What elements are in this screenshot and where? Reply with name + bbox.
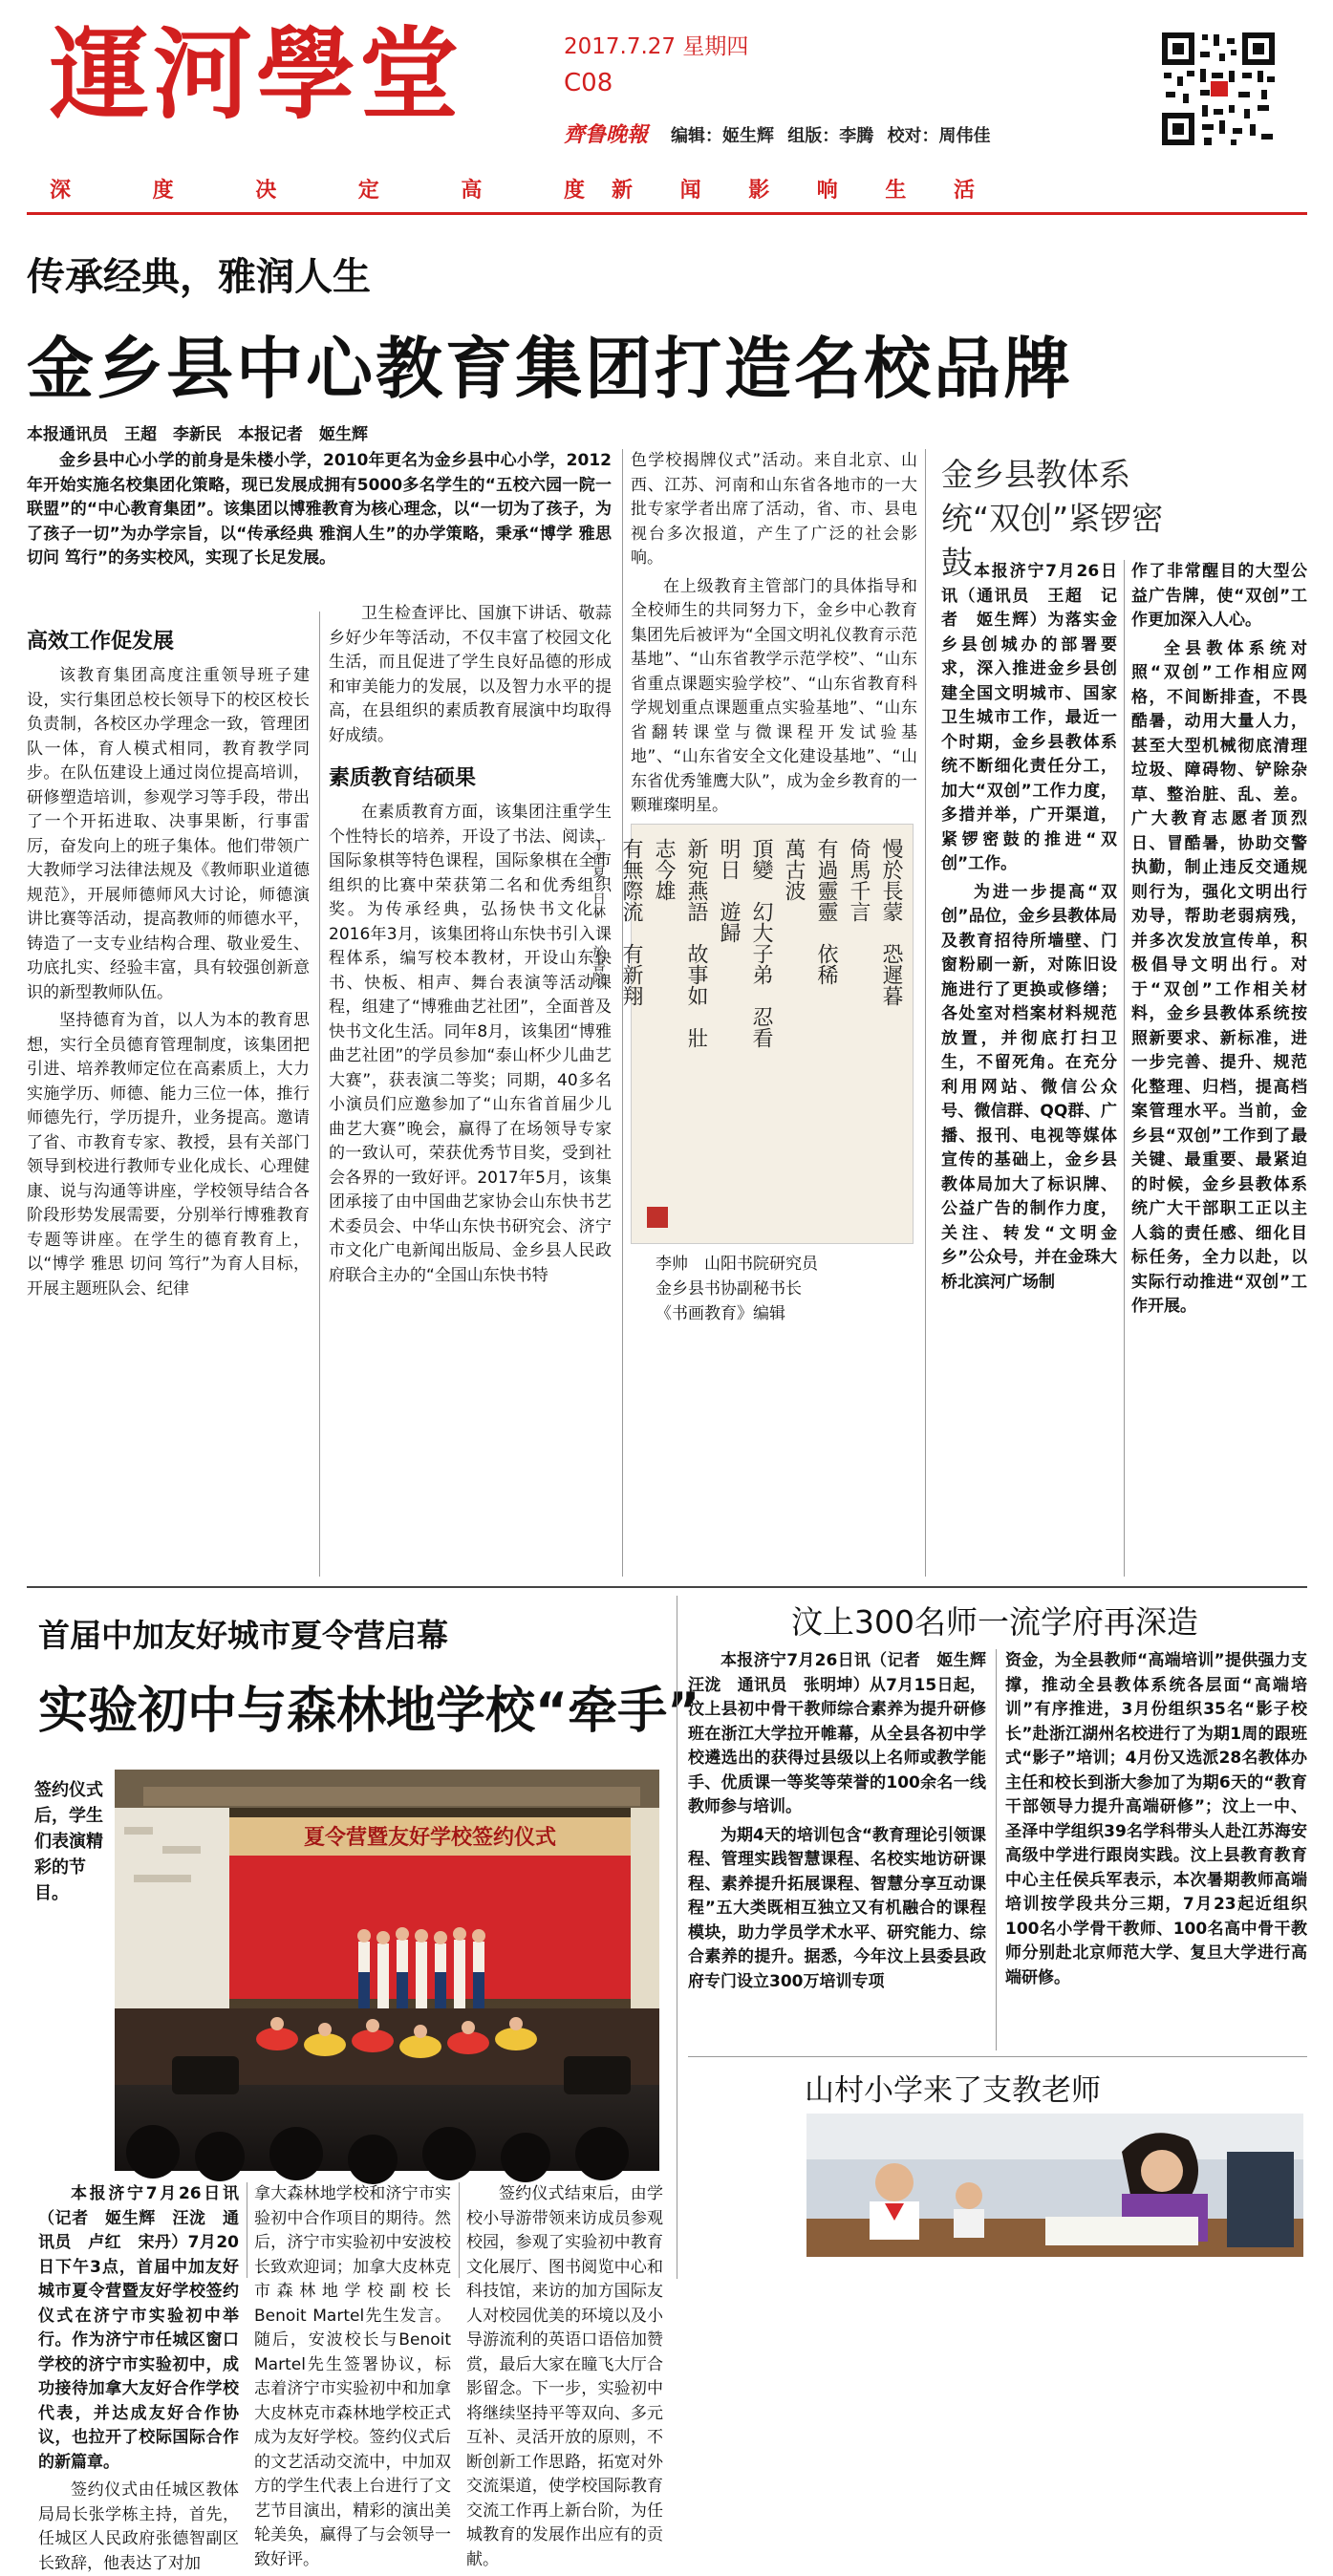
- signing-ceremony-photo: [115, 1770, 659, 2171]
- slogan-right: 新 闻 影 响 生 活: [612, 179, 975, 203]
- story1-column-1: [27, 612, 310, 1577]
- story3-col2-p1: 拿大森林地学校和济宁市实验初中合作项目的期待。然后，济宁市实验初中安波校长致欢迎词；加拿大皮林克市森林地学校副校长Benoit Martel先生发言。随后，安波校长与Benoit Martel先生签署协议，标志着济宁市实验初中和加拿大皮林克市森林地学校正式成为友好学校。签约仪式后的文艺活动交流中，中加双方的学生代表上台进行了文艺节目演出，精彩的演出美轮美奂，赢得了与会领导一致好评。: [254, 2184, 451, 2569]
- page-number: C08: [564, 69, 613, 97]
- story3-divider-2: [459, 2182, 460, 2278]
- seal-stamp: [647, 1207, 668, 1228]
- story2-col1-p1: 本报济宁7月26日讯（通讯员 王超 记者 姬生辉）为落实金乡县创城办的部署要求，深入推进金乡县创建全国文明城市、国家卫生城市工作，最近一个时期，金乡县教体系统不断细化责任分工，加大“双创”工作力度，多措并举，广开渠道，紧锣密鼓的推进“双创”工作。: [941, 562, 1117, 873]
- proof-credit: 校对：周伟佳: [887, 126, 991, 146]
- story4-headline: 汶上300名师一流学府再深造: [791, 1603, 1198, 1641]
- story1-right-rule: [925, 449, 926, 1577]
- weekday: 星期四: [682, 34, 749, 59]
- calligraphy-caption: 李帅 山阳书院研究员 金乡县书协副秘书长 《书画教育》编辑: [656, 1255, 818, 1323]
- date: 2017.7.27: [564, 34, 677, 59]
- story3-col1-p2: 签约仪式由任城区教体局局长张学栋主持，首先，任城区人民政府张德智副区长致辞，他表达了对加: [38, 2480, 239, 2573]
- calligraphy-scroll: 慢於長蒙 恐遲暮 倚馬千言 有過靈靈 依稀 萬古波 頂變 幻大子弟 忍看 明日 遊歸 新宛燕語 故事如 壯 志今雄 有無際流 有新翔 丁酉夏 日林 於書院: [591, 838, 903, 1048]
- story3-col1-p1: 本报济宁7月26日讯（记者 姬生辉 汪泷 通讯员 卢红 宋丹）7月20日下午3点，首届中加友好城市夏令营暨友好学校签约仪式在济宁市实验初中举行。作为济宁市任城区窗口学校的济宁市实验初中，成功接待加拿大友好合作学校代表，并达成友好合作协议，也拉开了校际国际合作的新篇章。: [38, 2184, 239, 2472]
- issue-date: [564, 29, 748, 60]
- story5-caption-text: [688, 2268, 689, 2269]
- story1-col3-p2: 在上级教育主管部门的具体指导和全校师生的共同努力下，金乡中心教育集团先后被评为“全国文明礼仪教育示范基地”、“山东省教学示范学校”、“山东省重点课题实验学校”、“山东省教育科学规划重点课题重点实验基地”、“山东省翻转课堂与微课程开发试验基地”、“山东省安全文化建设基地”、“山东省优秀雏鹰大队”，成为金乡教育的一颗璀璨明星。: [631, 576, 917, 815]
- story2-col1-p2: 为进一步提高“双创”品位，金乡县教体局及教育招待所墙壁、门窗粉刷一新，对陈旧设施进行了更换或修缮；各处室对档案材料规范放置，并彻底打扫卫生，不留死角。在充分利用网站、微信公众号、微信群、QQ群、广播、报刊、电视等媒体宣传的基础上，金乡县教体局加大了标识牌、公益广告的制作力度，关注、转发“文明金乡”公众号，并在金珠大桥北滨河广场制: [941, 882, 1117, 1292]
- story1-column-3: [631, 449, 917, 815]
- story1-col1-p2: 坚持德育为首，以人为本的教育思想，实行全员德育管理制度，该集团把引进、培养教师定位在高素质上，大力实施学历、师德、能力三位一体，推行师德先行，学历提升，业务提高。邀请了省、市教育专家、教授，县有关部门领导到校进行教师专业化成长、心理健康、说与沟通等讲座，学校领导结合各阶段形势发展需要，分别举行博雅教育专题等讲座。在学生的德育教育上，以“博学 雅思 切问 笃行”为育人目标，开展主题班队会、纪律: [27, 1011, 310, 1299]
- story1-col3-p1: 色学校揭牌仪式”活动。来自北京、山西、江苏、河南和山东省各地市的一大批专家学者出席了活动，省、市、县电视台多次报道，产生了广泛的社会影响。: [631, 451, 917, 568]
- story4-col1-p2: 为期4天的培训包含“教育理论引领课程、管理实践智慧课程、名校实地访研课程、素养提升拓展课程、智慧分享互动课程”五大类既相互独立又有机融合的课程模块，助力学员学术水平、研究能力、综合素养的提升。据悉，今年汶上县委县政府专门设立300万培训专项: [688, 1825, 987, 1991]
- story3-column-2: [254, 2182, 451, 2569]
- story5-caption: [688, 2268, 689, 2269]
- story1-lead: [27, 449, 612, 575]
- story1-byline: 本报通讯员 王超 李新民 本报记者 姬生辉: [27, 425, 368, 444]
- volunteer-teacher-photo: [806, 2114, 1303, 2257]
- section-rule: [27, 1586, 1307, 1588]
- story3-photo-caption: 签约仪式后，学生们表演精彩的节目。: [34, 1780, 103, 1903]
- qr-code-icon: [1158, 29, 1279, 149]
- masthead-rule: [27, 212, 1307, 215]
- story3-headline: 实验初中与森林地学校“牵手”: [38, 1683, 700, 1740]
- masthead-title: 運河學堂: [50, 15, 463, 133]
- story3-col3-p1: 签约仪式结束后，由学校小导游带领来访成员参观校园，参观了实验初中教育文化展厅、图书阅览中心和科技馆，来访的加方国际友人对校园优美的环境以及小导游流利的英语口语倍加赞赏，最后大家在瞳飞大厅合影留念。下一步，实验初中将继续坚持平等双向、多元互补、灵活开放的原则，不断创新工作思路，拓宽对外交流渠道，使学校国际教育交流工作再上新台阶，为任城教育的发展作出应有的贡献。: [466, 2184, 663, 2569]
- story3-column-1: [38, 2182, 239, 2573]
- story1-divider-1: [319, 612, 320, 1577]
- story2-divider: [1124, 560, 1125, 1577]
- paper-logo: 齊鲁晚報: [564, 123, 649, 147]
- story4-divider: [996, 1649, 997, 2050]
- story2-column-1: [941, 560, 1117, 1577]
- story4-col2-p1: 资金，为全县教师“高端培训”提供强力支撑，推动全县教体系统各层面“高端培训”有序推进，3月份组织35名“影子校长”赴浙江湖州名校进行了为期1周的跟班式“影子”培训；4月份又选派28名教体办主任和校长到浙大参加了为期6天的“教育干部领导力提升高端研修”；汶上一中、圣泽中学组织39名学科带头人赴江苏海安高级中学进行跟岗实践。汶上县教育教育中心主任侯兵军表示，本次暑期教师高端培训按学段共分三期，7月23起近组织100名小学骨干教师、100名高中骨干教师分别赴北京师范大学、复旦大学进行高端研修。: [1005, 1651, 1307, 1987]
- layout-credit: 组版：李腾: [787, 126, 874, 146]
- editorial-credits: [671, 122, 991, 147]
- story2-column-2: [1131, 560, 1307, 1577]
- story2-headline: 金乡县教体系统“双创”紧锣密鼓: [941, 456, 1164, 581]
- story1-col2-p1: 卫生检查评比、国旗下讲话、敬蒜乡好少年等活动，不仅丰富了校园文化生活，而且促进了学生良好品德的形成和审美能力的发展，以及智力水平的提高，在县组织的素质教育展演中均取得好成绩。: [329, 604, 612, 745]
- story1-col1-p1: 该教育集团高度注重领导班子建设，实行集团总校长领导下的校区校长负责制，各校区办学理念一致，管理团队一体，育人模式相同，教育教学同步。在队伍建设上通过岗位提高培训，研修塑造培训，参观学习等手段，带出了一个开拓进取、决事果断，行事雷厉，奋发向上的班子集体。他们带领广大教师学习法律法规及《教师职业道德规范》，开展师德师风大讨论，师德演讲比赛等活动，提高教师的师德水平，铸造了一支专业结构合理、敬业爱生、功底扎实、经验丰富，具有较强创新意识的新型教师队伍。: [27, 666, 310, 1002]
- story4-col1-p1: 本报济宁7月26日讯（记者 姬生辉 汪泷 通讯员 张明坤）从7月15日起，汶上县初中骨干教师综合素养为提升研修班在浙江大学拉开帷幕，从全县各初中学校遴选出的获得过县级以上名师或教学能手、优质课一等奖等荣誉的100余名一线教师参与培训。: [688, 1651, 1002, 1816]
- calligraphy-artwork: [591, 824, 914, 1244]
- story4-column-2: [1005, 1649, 1307, 2050]
- story1-headline: 金乡县中心教育集团打造名校品牌: [27, 330, 1073, 408]
- story5-headline: 山村小学来了支教老师: [805, 2073, 1101, 2108]
- editor-credit: 编辑：姬生辉: [671, 126, 774, 146]
- story1-subhead-2: 素质教育结硕果: [329, 766, 477, 790]
- story3-kicker: 首届中加友好城市夏令营启幕: [38, 1617, 448, 1654]
- story1-subhead-1: 高效工作促发展: [27, 630, 175, 654]
- story1-lead-text: 金乡县中心小学的前身是朱楼小学，2010年更名为金乡县中心小学，2012年开始实施名校集团化策略，现已发展成拥有5000多名学生的“五校六园一院一联盟”的“中心教育集团”。该集团以博雅教育为核心理念，以“一切为了孩子，为了孩子一切”为办学宗旨，以“传承经典 雅润人生”的办学策略，秉承“博学 雅思 切问 笃行”的务实校风，实现了长足发展。: [27, 451, 612, 568]
- story4-column-1: [688, 1649, 1002, 2050]
- slogan-bar: [0, 172, 1333, 210]
- stage-banner-text: 夏令营暨友好学校签约仪式: [303, 1825, 557, 1849]
- story4-bottom-rule: [688, 2056, 1307, 2057]
- story3-column-3: [466, 2182, 663, 2569]
- story1-kicker: 传承经典，雅润人生: [27, 255, 371, 299]
- story1-column-2: [329, 602, 612, 1577]
- story1-col2-p2: 在素质教育方面，该集团注重学生个性特长的培养，开设了书法、阅读、国际象棋等特色课程，国际象棋在全市组织的比赛中荣获第二名和优秀组织奖。为传承经典，弘扬快书文化，2016年3月，该集团将山东快书引入课程体系，编写校本教材，开设山东快书、快板、相声、舞台表演等活动课程，组建了“博雅曲艺社团”，全面普及快书文化生活。同年8月，该集团“博雅曲艺社团”的学员参加“泰山杯少儿曲艺大赛”，获表演二等奖；同期，40多名小演员们应邀参加了“山东省首届少儿曲艺大赛”晚会，赢得了在场领导专家的一致认可，荣获优秀节目奖，受到社会各界的一致好评。2017年5月，该集团承接了由中国曲艺家协会山东快书艺术委员会、中华山东快书研究会、济宁市文化广电新闻出版局、金乡县人民政府联合主办的“全国山东快书特: [329, 803, 612, 1285]
- slogan-left: 深 度 决 定 高 度: [50, 179, 585, 203]
- story2-col2-p1: 作了非常醒目的大型公益广告牌，使“双创”工作更加深入人心。: [1131, 562, 1307, 630]
- story2-col2-p2: 全县教体系统对照“双创”工作相应网格，不间断排查，不畏酷暑，动用大量人力，甚至大型机械彻底清理垃圾、障碍物、铲除杂草、整治脏、乱、差。广大教育志愿者顶烈日、冒酷暑，协助交警执勤，制止违反交通规则行为，强化文明出行劝导，帮助老弱病残，并多次发放宣传单，积极倡导文明出行。对于“双创”工作相关材料，金乡县教体系统按照新要求、新标准，进一步完善、提升、规范化整理、归档，提高档案管理水平。当前，金乡县“双创”工作到了最关键、最重要、最紧迫的时候，金乡县教体系统广大干部职工正以主人翁的责任感、细化目标任务，全力以赴，以实际行动推进“双创”工作开展。: [1131, 638, 1307, 1316]
